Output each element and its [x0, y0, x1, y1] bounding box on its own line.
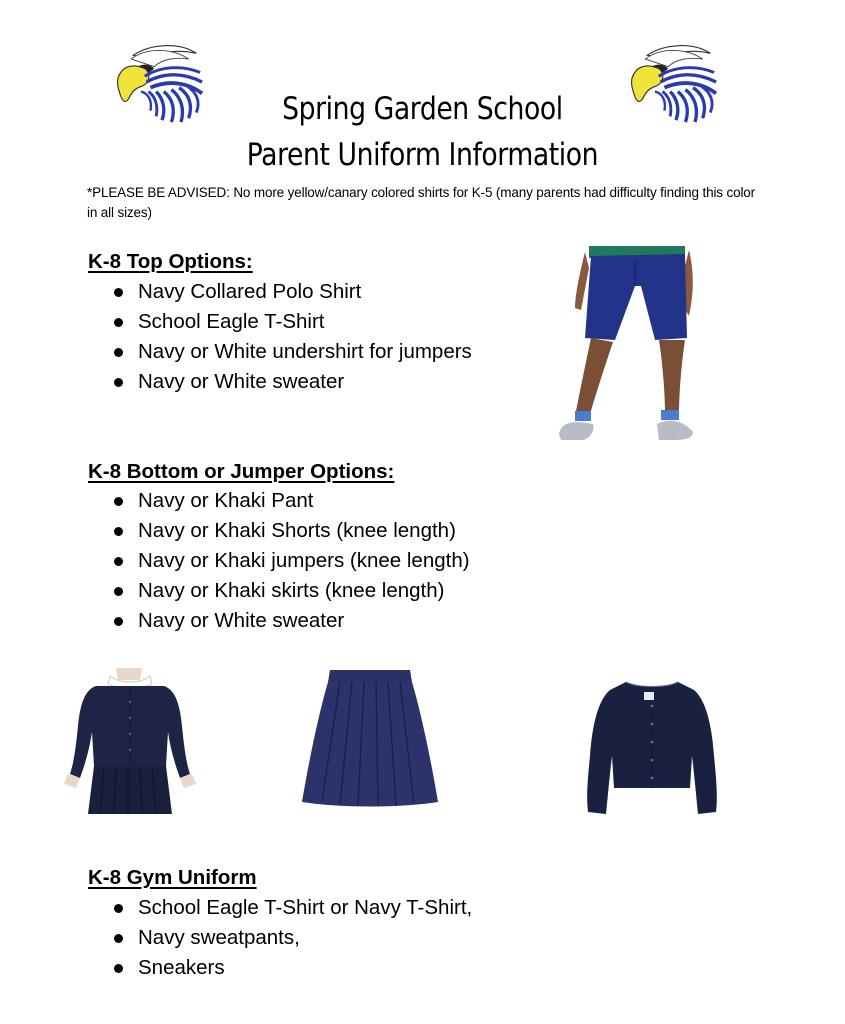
bullet-icon: [114, 348, 123, 357]
top-options-list: [112, 277, 472, 397]
section-heading-bottom-options: K-8 Bottom or Jumper Options:: [88, 460, 395, 483]
list-item: Navy or White undershirt for jumpers: [112, 337, 472, 367]
list-item: Navy or Khaki skirts (knee length): [112, 576, 470, 606]
bullet-icon: [114, 288, 123, 297]
list-item: Navy or White sweater: [112, 367, 472, 397]
bullet-icon: [114, 964, 123, 973]
bullet-icon: [114, 527, 123, 536]
list-item: Navy or Khaki Pant: [112, 486, 470, 516]
list-item: Navy or White sweater: [112, 606, 470, 636]
list-item: Navy or Khaki Shorts (knee length): [112, 516, 470, 546]
section-heading-top-options: K-8 Top Options:: [88, 250, 253, 273]
title-school-name: Spring Garden School: [282, 91, 563, 127]
bullet-icon: [114, 617, 123, 626]
bottom-options-list: [112, 486, 470, 636]
page-title: [59, 86, 786, 178]
title-subtitle: Parent Uniform Information: [246, 137, 599, 173]
bullet-icon: [114, 318, 123, 327]
list-item: School Eagle T-Shirt: [112, 307, 472, 337]
list-item: Navy sweatpants,: [112, 923, 472, 953]
navy-shorts-photo: [555, 246, 700, 442]
section-heading-gym-uniform: K-8 Gym Uniform: [88, 866, 257, 889]
navy-pleated-skirt-photo: [300, 666, 440, 808]
advisory-note: *PLEASE BE ADVISED: No more yellow/canary colored shirts for K-5 (many parents had difficulty finding this color in all sizes): [87, 185, 756, 220]
list-item: Navy Collared Polo Shirt: [112, 277, 472, 307]
navy-cardigan-pleated-skirt-photo: [60, 666, 200, 814]
bullet-icon: [114, 587, 123, 596]
list-item: Navy or Khaki jumpers (knee length): [112, 546, 470, 576]
bullet-icon: [114, 497, 123, 506]
navy-cardigan-photo: [582, 676, 722, 816]
bullet-icon: [114, 904, 123, 913]
bullet-icon: [114, 378, 123, 387]
list-item: School Eagle T-Shirt or Navy T-Shirt,: [112, 893, 472, 923]
bullet-icon: [114, 557, 123, 566]
gym-uniform-list: [112, 893, 472, 983]
bullet-icon: [114, 934, 123, 943]
list-item: Sneakers: [112, 953, 472, 983]
